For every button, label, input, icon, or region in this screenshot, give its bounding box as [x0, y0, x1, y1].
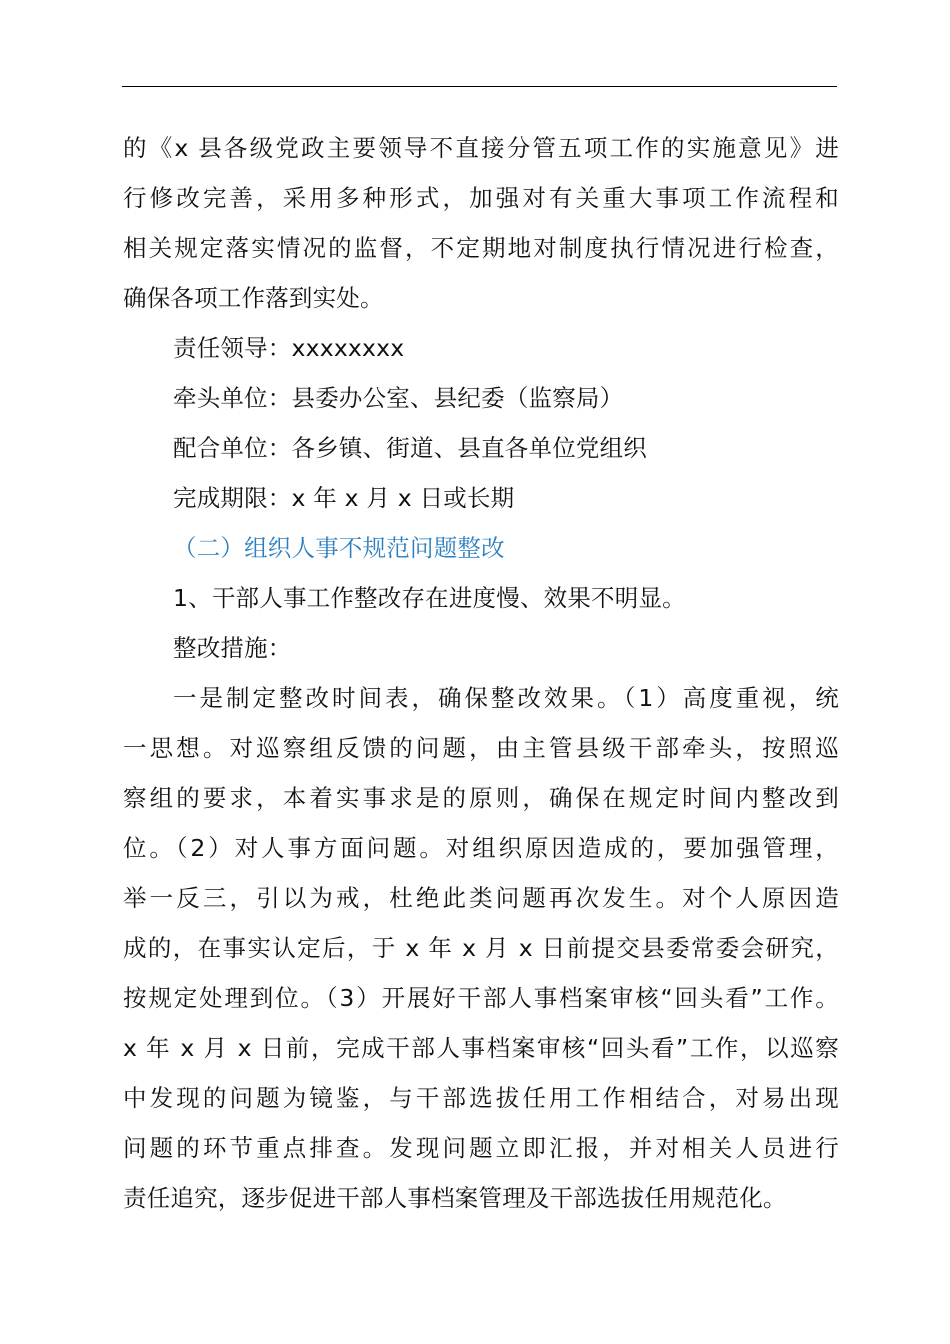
responsible-leader: 责任领导：xxxxxxxx	[173, 334, 405, 362]
paragraph-line: 问题的环节重点排查。发现问题立即汇报，并对相关人员进行	[123, 1134, 839, 1162]
document-body	[123, 123, 839, 1223]
paragraph-line: 一思想。对巡察组反馈的问题，由主管县级干部牵头，按照巡	[123, 734, 839, 762]
paragraph-line: 确保各项工作落到实处。	[123, 284, 384, 312]
paragraph-line: 位。（2）对人事方面问题。对组织原因造成的，要加强管理，	[123, 834, 839, 862]
cooperating-unit: 配合单位：各乡镇、街道、县直各单位党组织	[173, 434, 647, 462]
paragraph-line: 举一反三，引以为戒，杜绝此类问题再次发生。对个人原因造	[123, 884, 839, 912]
header-rule	[122, 86, 837, 87]
paragraph-line: 的《x 县各级党政主要领导不直接分管五项工作的实施意见》进	[123, 134, 839, 162]
paragraph-line: x 年 x 月 x 日前，完成干部人事档案审核“回头看”工作，以巡察	[123, 1034, 839, 1062]
paragraph-line: 成的，在事实认定后，于 x 年 x 月 x 日前提交县委常委会研究，	[123, 934, 839, 962]
lead-unit: 牵头单位：县委办公室、县纪委（监察局）	[173, 384, 624, 412]
paragraph-line: 中发现的问题为镜鉴，与干部选拔任用工作相结合，对易出现	[123, 1084, 839, 1112]
paragraph-line: 察组的要求，本着实事求是的原则，确保在规定时间内整改到	[123, 784, 839, 812]
paragraph-line: 一是制定整改时间表，确保整改效果。（1）高度重视，统	[173, 684, 839, 712]
issue-title: 1、干部人事工作整改存在进度慢、效果不明显。	[173, 584, 686, 612]
measures-label: 整改措施：	[173, 634, 292, 662]
paragraph-line: 相关规定落实情况的监督，不定期地对制度执行情况进行检查，	[123, 234, 839, 262]
paragraph-line: 按规定处理到位。（3）开展好干部人事档案审核“回头看”工作。	[123, 984, 839, 1012]
paragraph-line: 行修改完善，采用多种形式，加强对有关重大事项工作流程和	[123, 184, 839, 212]
section-heading: （二）组织人事不规范问题整改	[173, 534, 505, 562]
deadline: 完成期限：x 年 x 月 x 日或长期	[173, 484, 515, 512]
paragraph-line: 责任追究，逐步促进干部人事档案管理及干部选拔任用规范化。	[123, 1184, 787, 1212]
